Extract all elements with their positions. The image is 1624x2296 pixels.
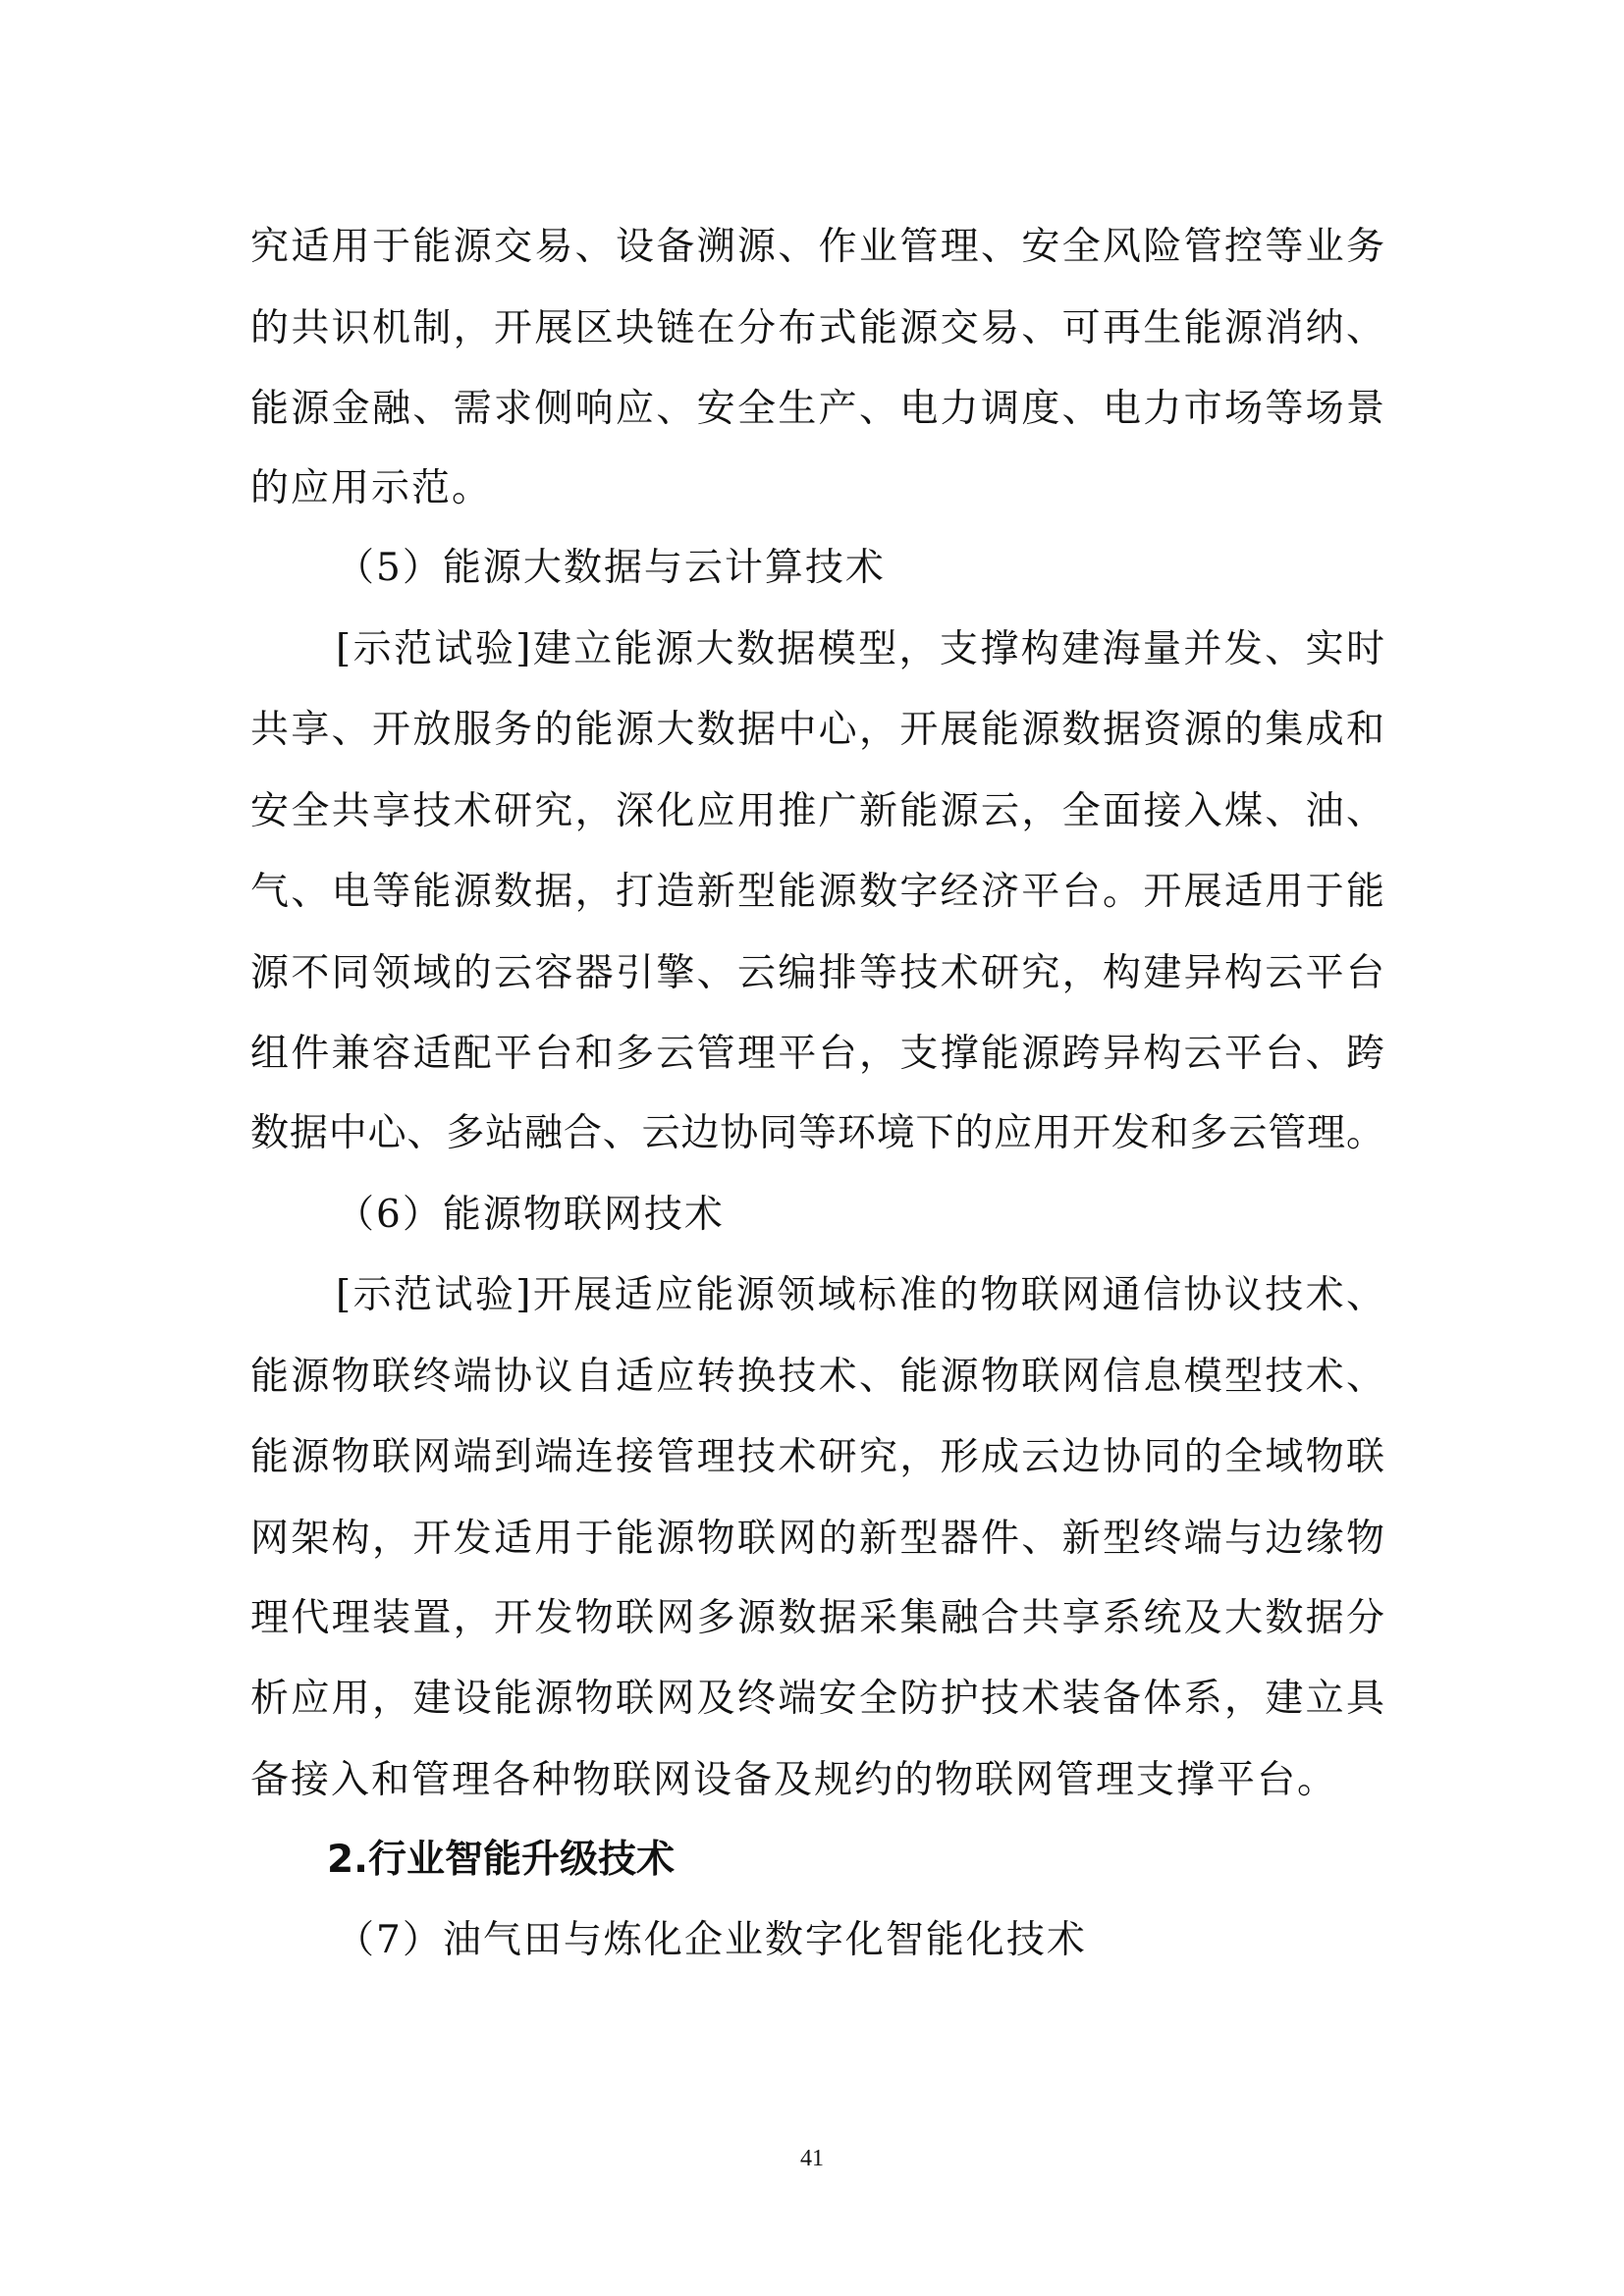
- section-heading: （7）油气田与炼化企业数字化智能化技术: [336, 1918, 1087, 1962]
- text-line: 究适用于能源交易、设备溯源、作业管理、安全风险管控等业务: [250, 225, 1384, 269]
- page-number: 41: [800, 2146, 824, 2171]
- text-line: 气、电等能源数据，打造新型能源数字经济平台。开展适用于能: [250, 870, 1384, 914]
- text-line: 能源金融、需求侧响应、安全生产、电力调度、电力市场等场景: [250, 387, 1384, 431]
- text-line: 能源物联终端协议自适应转换技术、能源物联网信息模型技术、: [250, 1354, 1384, 1399]
- section-heading: 2.行业智能升级技术: [327, 1837, 675, 1882]
- section-heading: （5）能源大数据与云计算技术: [336, 546, 886, 590]
- text-line: 理代理装置，开发物联网多源数据采集融合共享系统及大数据分: [250, 1595, 1384, 1640]
- text-line: 备接入和管理各种物联网设备及规约的物联网管理支撑平台。: [250, 1757, 1338, 1802]
- text-line: 源不同领域的云容器引擎、云编排等技术研究，构建异构云平台: [250, 950, 1384, 995]
- text-line: [示范试验]开展适应能源领域标准的物联网通信协议技术、: [336, 1273, 1384, 1317]
- text-line: 安全共享技术研究，深化应用推广新能源云，全面接入煤、油、: [250, 788, 1384, 833]
- text-line: [示范试验]建立能源大数据模型，支撑构建海量并发、实时: [336, 626, 1384, 671]
- text-line: 共享、开放服务的能源大数据中心，开展能源数据资源的集成和: [250, 708, 1384, 752]
- text-line: 析应用，建设能源物联网及终端安全防护技术装备体系，建立具: [250, 1677, 1384, 1721]
- text-line: 的共识机制，开展区块链在分布式能源交易、可再生能源消纳、: [250, 305, 1384, 350]
- section-heading: （6）能源物联网技术: [336, 1192, 725, 1237]
- text-line: 能源物联网端到端连接管理技术研究，形成云边协同的全域物联: [250, 1435, 1384, 1479]
- text-line: 组件兼容适配平台和多云管理平台，支撑能源跨异构云平台、跨: [250, 1032, 1384, 1076]
- text-line: 的应用示范。: [250, 466, 493, 510]
- text-line: 网架构，开发适用于能源物联网的新型器件、新型终端与边缘物: [250, 1516, 1384, 1561]
- text-line: 数据中心、多站融合、云边协同等环境下的应用开发和多云管理。: [250, 1111, 1384, 1155]
